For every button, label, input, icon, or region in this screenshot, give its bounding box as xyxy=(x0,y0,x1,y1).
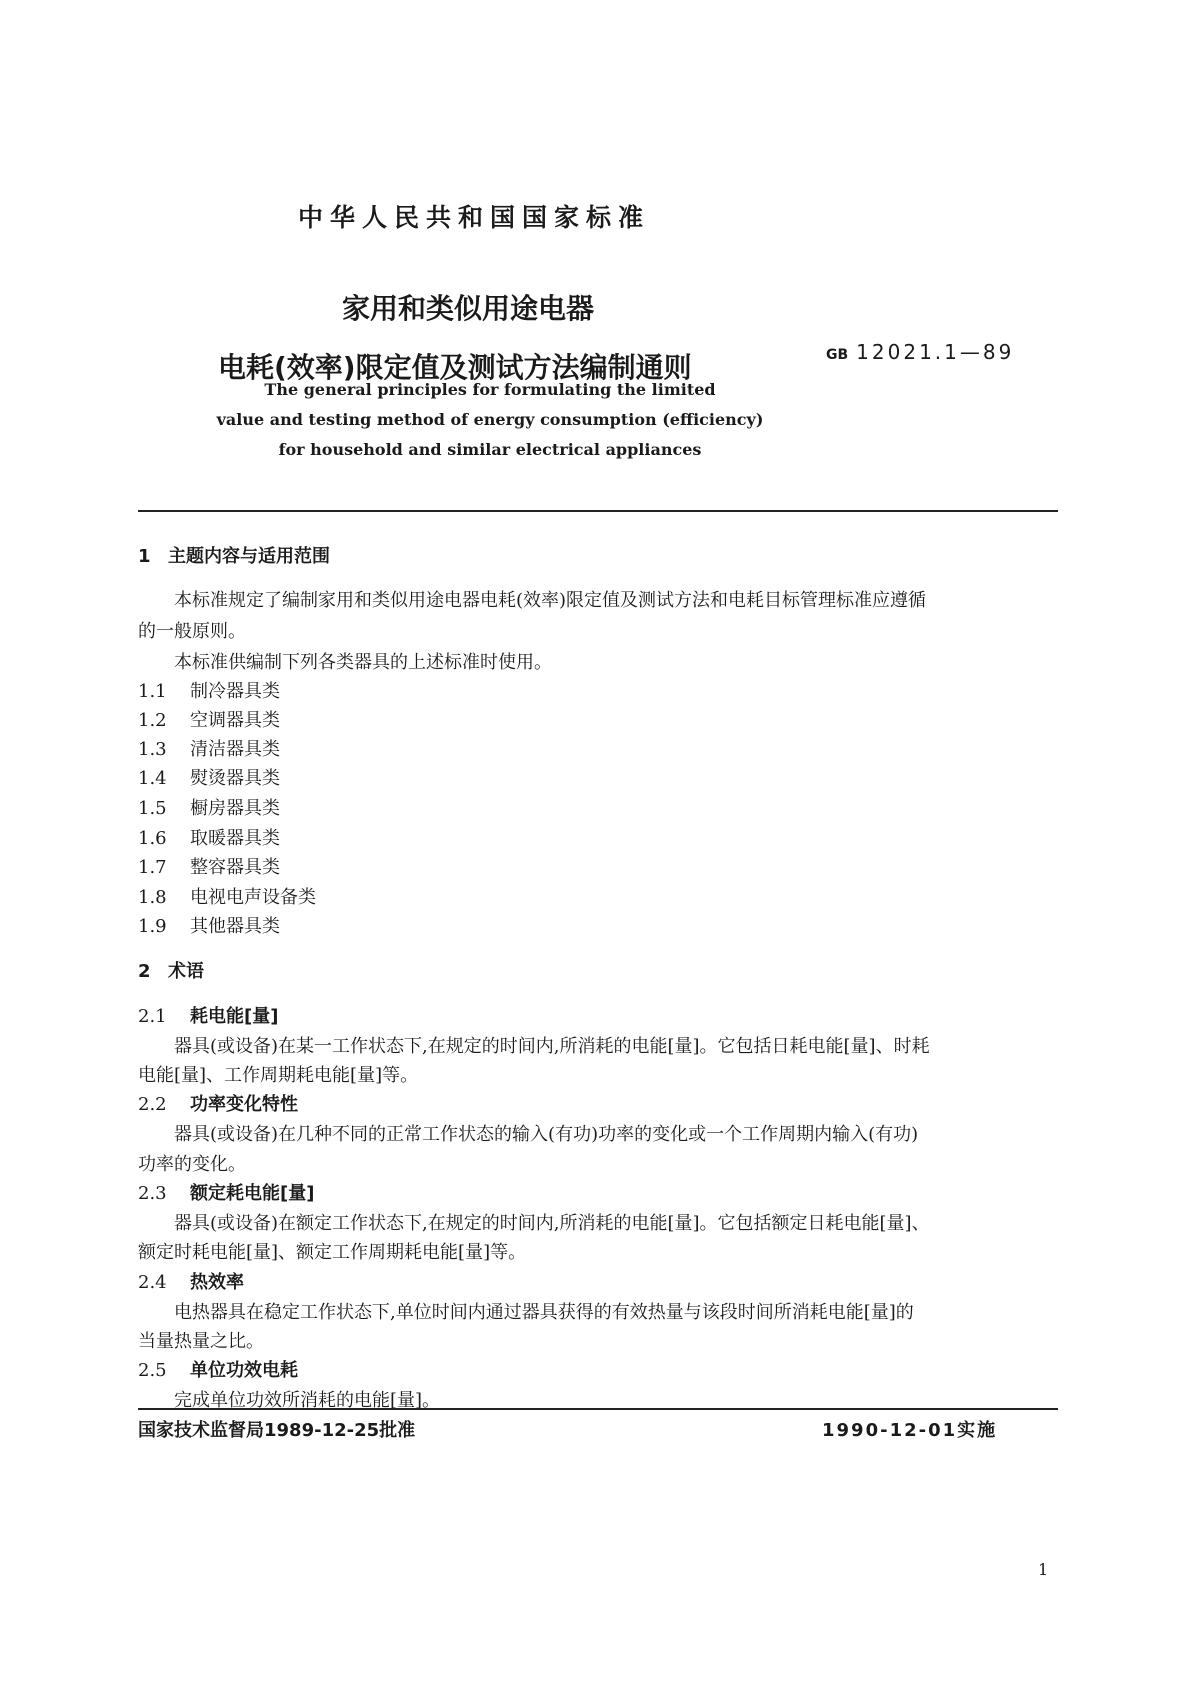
list-item-1-8 xyxy=(138,883,316,909)
national-standard-heading: 中华人民共和国国家标准 xyxy=(298,203,651,232)
title-line-1: 家用和类似用途电器 xyxy=(342,292,595,325)
section-2-number: 2 xyxy=(138,961,151,982)
list-item-number: 1.7 xyxy=(138,857,167,878)
section-1-number: 1 xyxy=(138,546,151,567)
section-1-para-1-line-1: 本标准规定了编制家用和类似用途电器电耗(效率)限定值及测试方法和电耗目标管理标准应遵循 xyxy=(174,590,927,611)
term-2-3-line-2: 额定时耗电能[量]、额定工作周期耗电能[量]等。 xyxy=(138,1242,527,1263)
list-item-number: 1.1 xyxy=(138,681,167,702)
effective-date: 1990-12-01实施 xyxy=(822,1420,998,1441)
list-item-text: 空调器具类 xyxy=(190,710,280,731)
term-number: 2.1 xyxy=(138,1006,167,1027)
section-1-title: 主题内容与适用范围 xyxy=(168,546,330,567)
list-item-number: 1.5 xyxy=(138,798,167,819)
term-2-2-line-2: 功率的变化。 xyxy=(138,1154,246,1175)
term-number: 2.3 xyxy=(138,1183,167,1204)
list-item-1-3 xyxy=(138,735,280,761)
list-item-text: 整容器具类 xyxy=(190,857,280,878)
approval-date: 国家技术监督局1989-12-25批准 xyxy=(138,1420,416,1441)
english-title-line-1: The general principles for formulating the limited xyxy=(264,380,716,399)
term-2-1-line-1: 器具(或设备)在某一工作状态下,在规定的时间内,所消耗的电能[量]。它包括日耗电能[量]、时耗 xyxy=(174,1036,930,1057)
term-2-1-heading xyxy=(138,1002,278,1028)
english-title-line-3: for household and similar electrical appliances xyxy=(278,440,702,459)
list-item-1-5 xyxy=(138,794,280,820)
term-number: 2.4 xyxy=(138,1272,167,1293)
term-title: 单位功效电耗 xyxy=(190,1360,298,1381)
list-item-number: 1.6 xyxy=(138,828,167,849)
term-2-4-heading xyxy=(138,1268,244,1294)
list-item-text: 橱房器具类 xyxy=(190,798,280,819)
list-item-text: 清洁器具类 xyxy=(190,739,280,760)
section-1-para-1-line-2: 的一般原则。 xyxy=(138,621,246,642)
list-item-number: 1.2 xyxy=(138,710,167,731)
list-item-1-1 xyxy=(138,677,280,703)
list-item-number: 1.9 xyxy=(138,916,167,937)
footer-divider xyxy=(138,1408,1058,1410)
list-item-number: 1.4 xyxy=(138,768,167,789)
page-number: 1 xyxy=(1038,1560,1049,1579)
list-item-1-2 xyxy=(138,706,280,732)
term-title: 热效率 xyxy=(190,1272,244,1293)
title-line-2: 电耗(效率)限定值及测试方法编制通则 xyxy=(218,351,692,384)
list-item-1-6 xyxy=(138,824,280,850)
term-title: 功率变化特性 xyxy=(190,1094,298,1115)
english-title-line-2: value and testing method of energy consumption (efficiency) xyxy=(216,410,764,429)
term-2-3-line-1: 器具(或设备)在额定工作状态下,在规定的时间内,所消耗的电能[量]。它包括额定日耗电能[量]、 xyxy=(174,1213,930,1234)
list-item-text: 电视电声设备类 xyxy=(190,887,316,908)
list-item-text: 取暖器具类 xyxy=(190,828,280,849)
term-2-5-line-1: 完成单位功效所消耗的电能[量]。 xyxy=(174,1390,441,1411)
term-2-1-line-2: 电能[量]、工作周期耗电能[量]等。 xyxy=(138,1065,419,1086)
section-2-title: 术语 xyxy=(168,961,204,982)
term-title: 额定耗电能[量] xyxy=(190,1183,315,1204)
term-2-2-line-1: 器具(或设备)在几种不同的正常工作状态的输入(有功)功率的变化或一个工作周期内输入(有功) xyxy=(174,1124,919,1145)
header-divider xyxy=(138,510,1058,512)
list-item-text: 制冷器具类 xyxy=(190,681,280,702)
standard-code: 12021.1—89 xyxy=(856,340,1015,364)
term-2-4-line-1: 电热器具在稳定工作状态下,单位时间内通过器具获得的有效热量与该段时间所消耗电能[量]的 xyxy=(174,1302,914,1323)
term-number: 2.2 xyxy=(138,1094,167,1115)
standard-number xyxy=(826,340,1014,364)
term-number: 2.5 xyxy=(138,1360,167,1381)
term-2-3-heading xyxy=(138,1179,314,1205)
section-1-heading xyxy=(138,542,330,568)
term-2-4-line-2: 当量热量之比。 xyxy=(138,1331,264,1352)
list-item-1-7 xyxy=(138,853,280,879)
list-item-number: 1.8 xyxy=(138,887,167,908)
list-item-1-9 xyxy=(138,912,280,938)
list-item-text: 其他器具类 xyxy=(190,916,280,937)
list-item-1-4 xyxy=(138,764,280,790)
list-item-number: 1.3 xyxy=(138,739,167,760)
standard-prefix: GB xyxy=(826,347,849,363)
section-1-para-2: 本标准供编制下列各类器具的上述标准时使用。 xyxy=(174,652,552,673)
list-item-text: 熨烫器具类 xyxy=(190,768,280,789)
section-2-heading xyxy=(138,957,204,983)
term-2-2-heading xyxy=(138,1090,298,1116)
term-2-5-heading xyxy=(138,1356,298,1382)
term-title: 耗电能[量] xyxy=(190,1006,279,1027)
